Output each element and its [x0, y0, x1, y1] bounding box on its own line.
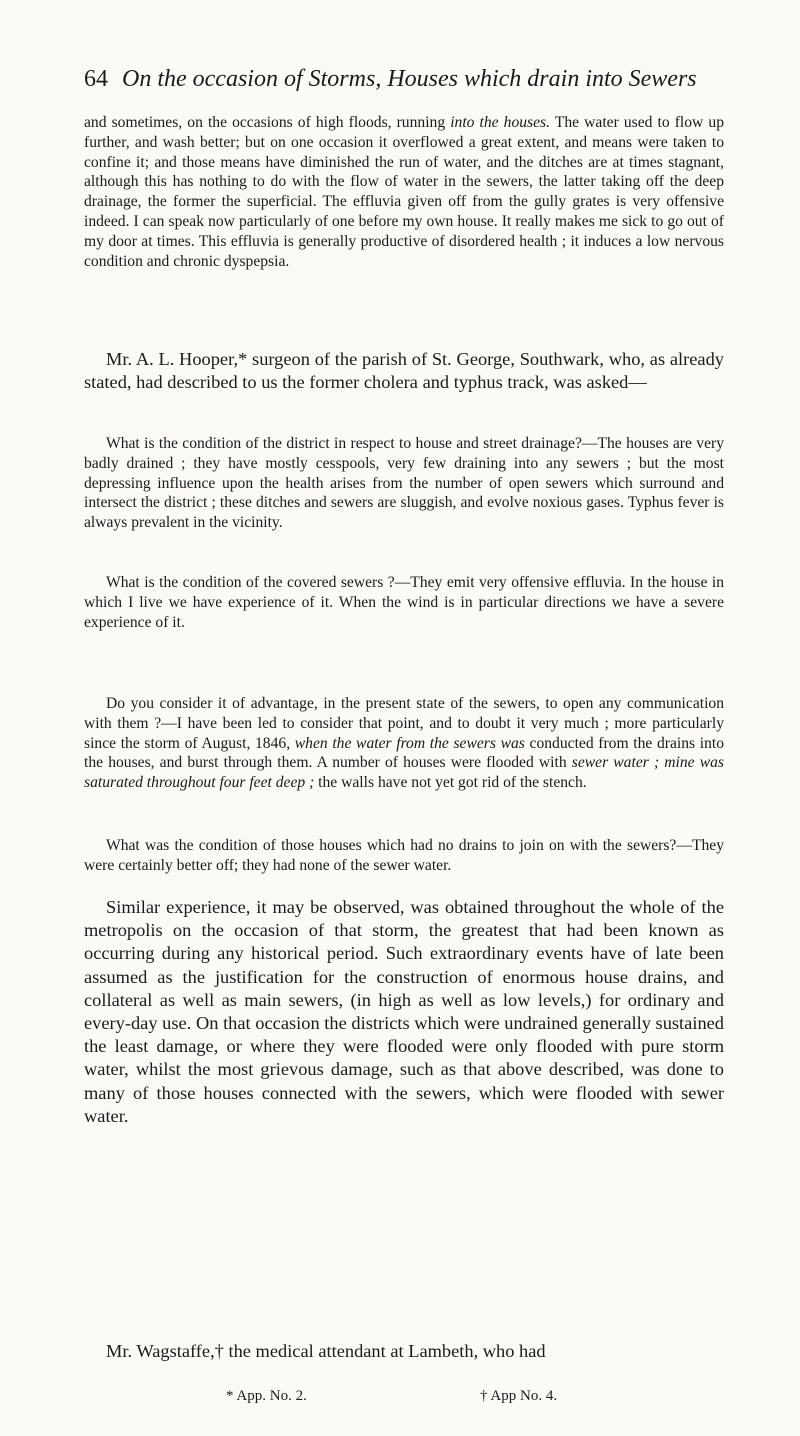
- paragraph-wagstaffe: [84, 1340, 724, 1363]
- paragraph-question-advantage: [84, 694, 724, 793]
- running-header: [84, 64, 744, 94]
- paragraph-text: Do you consider it of advantage, in the present state of the sewers, to open any communication with them ?—I have been led to consider that point, and to doubt it very much ; more particularly since the storm of August, 1846,: [84, 695, 724, 752]
- paragraph-italic: sewer water ; mine was saturated throughout four feet deep ;: [84, 754, 724, 792]
- paragraph-question-no-drains: [84, 836, 724, 876]
- paragraph-text: What was the condition of those houses which had no drains to join on with the sewers?—They were certainly better off; they had none of the sewer water.: [84, 837, 724, 874]
- paragraph-text: The water used to flow up further, and wash better; but on one occasion it overflowed a great extent, and means were taken to confine it; and those means have diminished the run of water, and the ditches are at times stagnant, although this has nothing to do with the flow of water in the sewers, the latter taking off the deep drainage, the former the superficial. The effluvia given off from the gully grates is very offensive indeed. I can speak now particularly of one before my own house. It really makes me sick to go out of my door at times. This effluvia is generally productive of disordered health ; it induces a low nervous condition and chronic dyspepsia.: [84, 114, 724, 270]
- paragraph-witness-continued: [84, 113, 724, 271]
- paragraph-italic: when the water from the sewers was: [294, 734, 525, 752]
- paragraph-hooper-intro: [84, 348, 724, 394]
- paragraph-text: the walls have not yet got rid of the stench.: [314, 774, 587, 792]
- footnote-1: * App. No. 2.: [226, 1388, 307, 1404]
- page-number: 64: [84, 66, 108, 92]
- paragraph-text: conducted from the drains into the houses, and burst through them. A number of houses were flooded with: [84, 734, 724, 772]
- footnote-2: † App No. 4.: [480, 1388, 558, 1404]
- paragraph-question-covered-sewers: [84, 573, 724, 632]
- paragraph-text: Similar experience, it may be observed, was obtained throughout the whole of the metropolis on the occasion of that storm, the greatest that had been known as occurring during any historical period. Such extraordinary events have of late been assumed as the justification for the construction of enormous house drains, and collateral as well as main sewers, (in high as well as low levels,) for ordinary and every-day use. On that occasion the districts which were undrained generally sustained the least damage, or where they were flooded were only flooded with pure storm water, whilst the most grievous damage, such as that above described, was done to many of those houses connected with the sewers, which were flooded with sewer water.: [84, 897, 724, 1126]
- paragraph-text: and sometimes, on the occasions of high floods, running: [84, 114, 451, 131]
- paragraph-text: What is the condition of the covered sewers ?—They emit very offensive effluvia. In the house in which I live we have experience of it. When the wind is in particular directions we have a severe experience of it.: [84, 574, 724, 631]
- paragraph-question-drainage: [84, 434, 724, 533]
- paragraph-text: Mr. A. L. Hooper,* surgeon of the parish of St. George, Southwark, who, as already stated, had described to us the former cholera and typhus track, was asked—: [84, 349, 724, 393]
- paragraph-text: Mr. Wagstaffe,† the medical attendant at Lambeth, who had: [106, 1341, 546, 1361]
- paragraph-italic: into the houses.: [450, 114, 551, 131]
- running-title: On the occasion of Storms, Houses which drain into Sewers: [122, 66, 697, 92]
- paragraph-similar-experience: [84, 896, 724, 1128]
- paragraph-text: What is the condition of the district in respect to house and street drainage?—The houses are very badly drained ; they have mostly cesspools, very few draining into any sewers ; but the most depressing influence upon the health arises from the number of open sewers which surround and intersect the district ; these ditches and sewers are sluggish, and evolve noxious gases. Typhus fever is always prevalent in the vicinity.: [84, 435, 724, 532]
